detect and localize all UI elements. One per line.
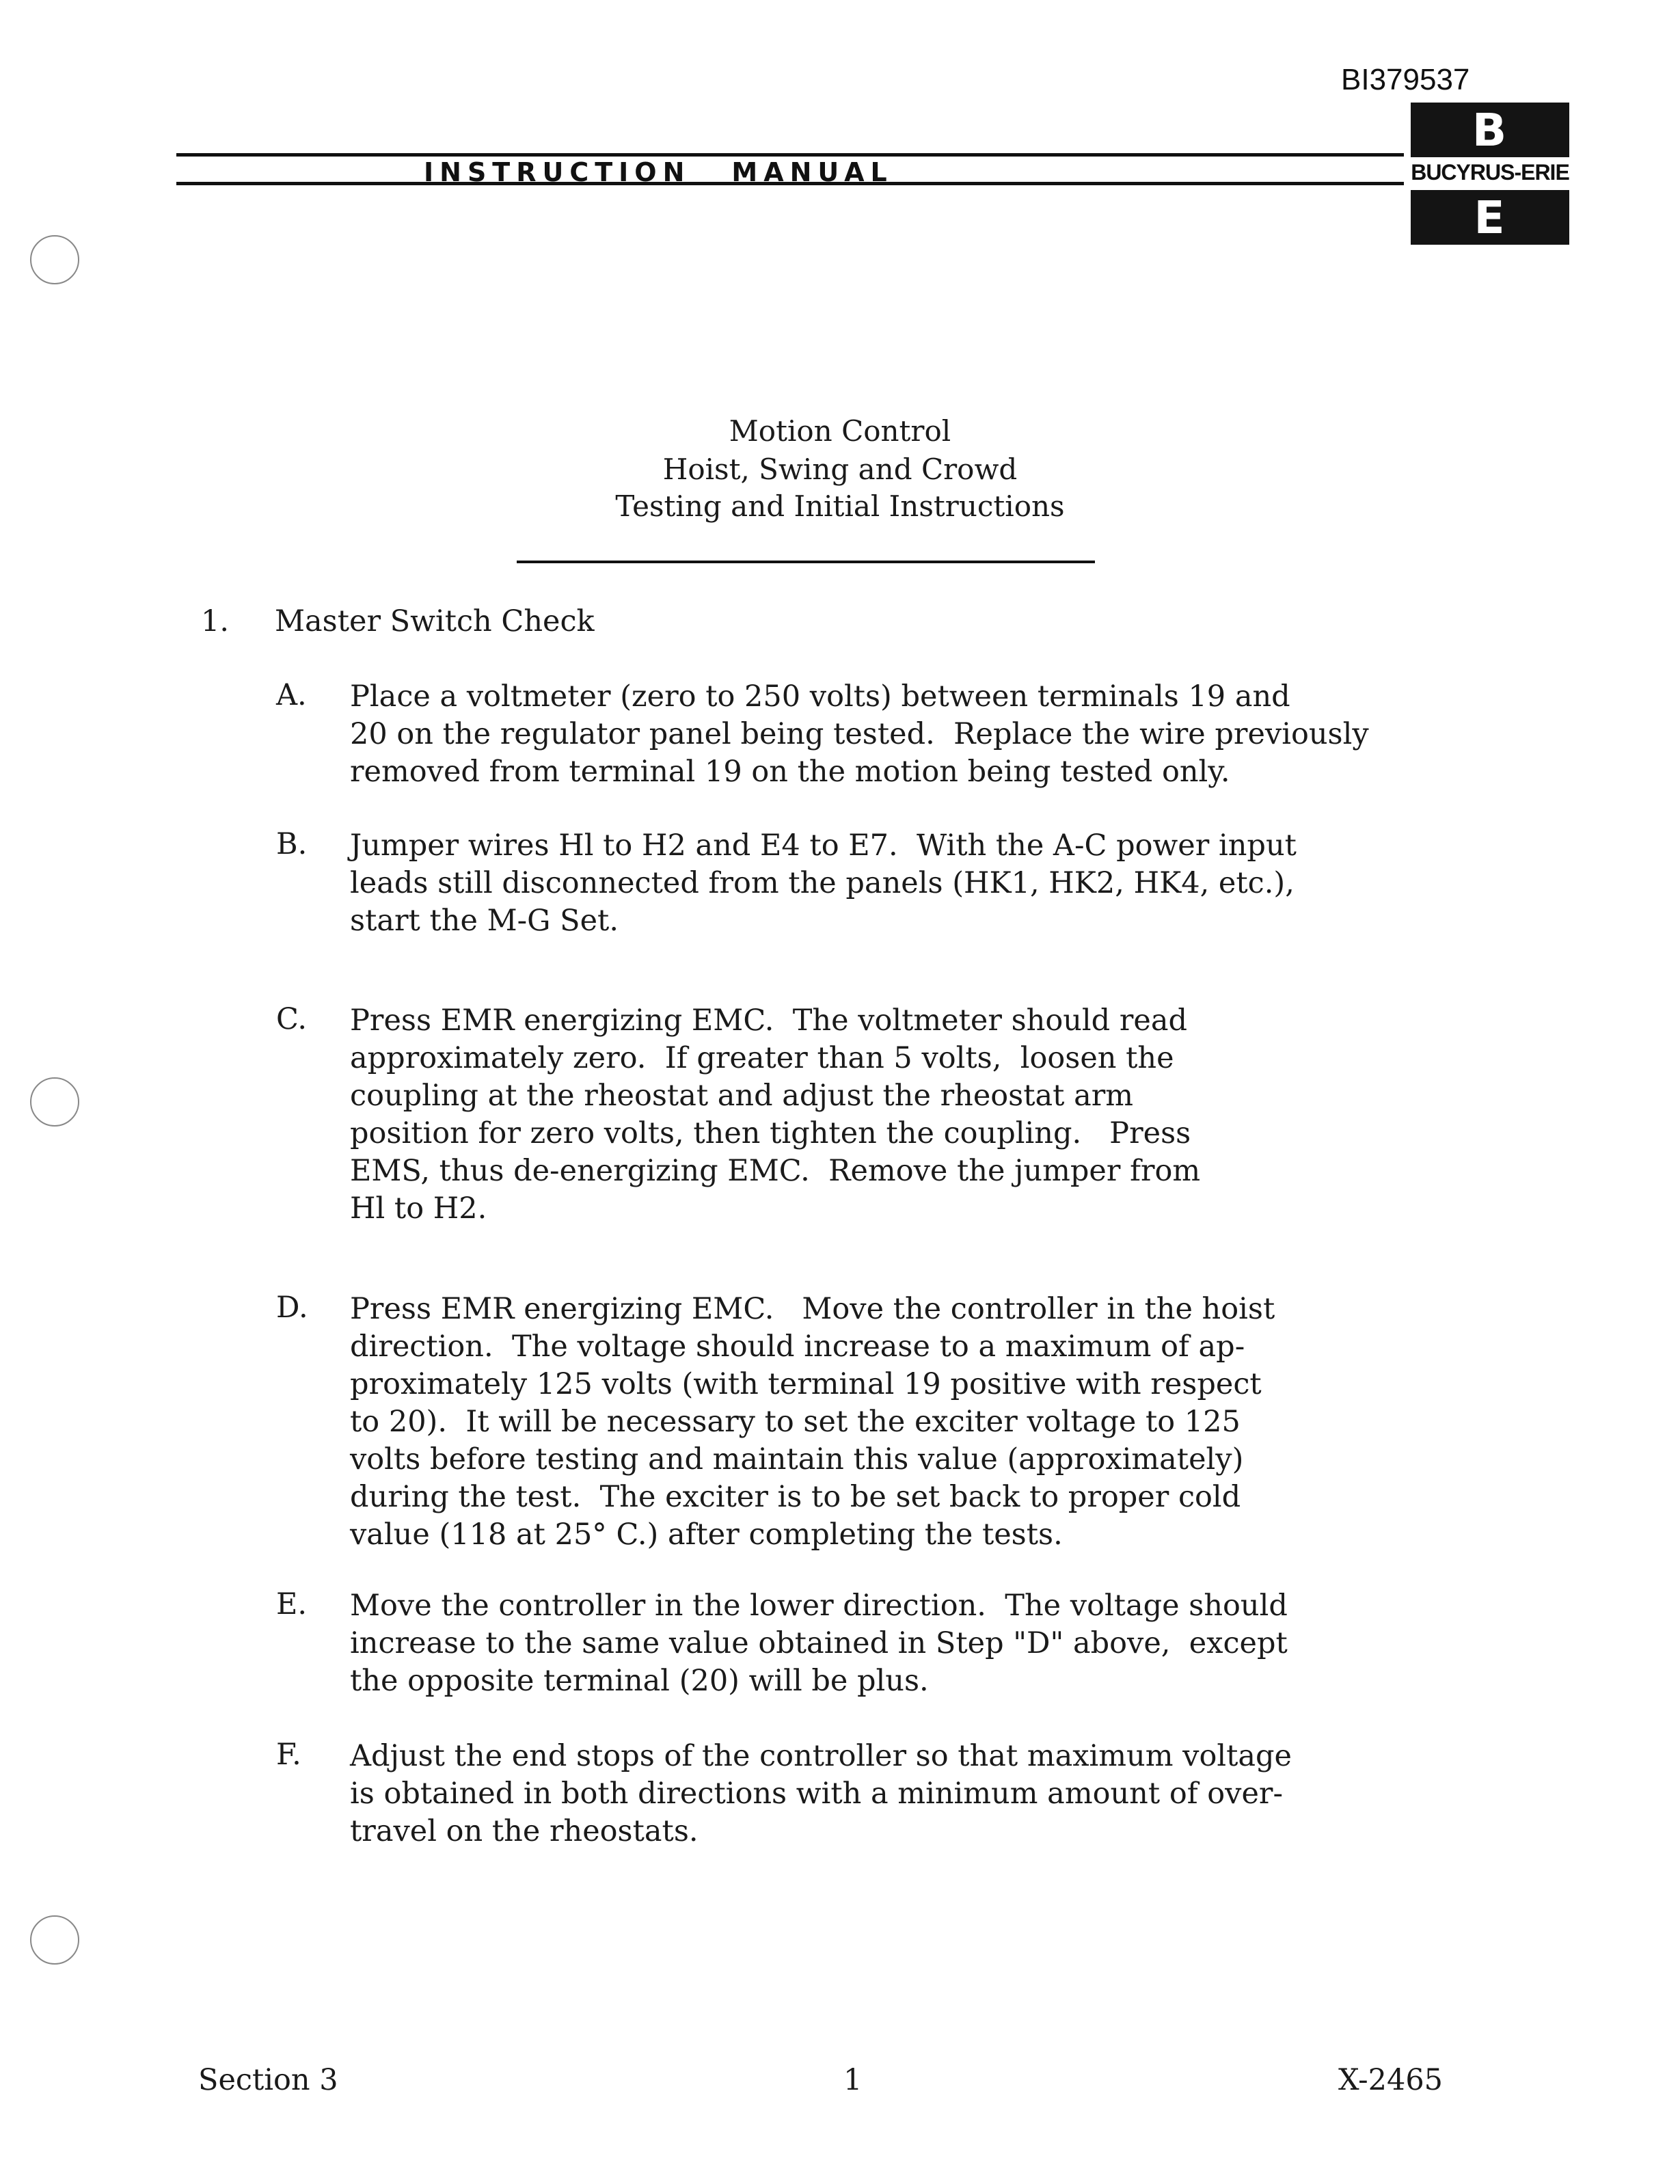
section-title: Master Switch Check <box>275 604 595 638</box>
header-rule-top <box>176 153 1404 157</box>
bucyrus-erie-logo-text: BUCYRUS-ERIE <box>1411 160 1569 185</box>
step-text: Jumper wires Hl to H2 and E4 to E7. With the A-C power input leads still disconnected from the panels (HK1, HK2, HK4, etc.), start the M-G Set. <box>350 828 1297 938</box>
heading-line-3: Testing and Initial Instructions <box>615 489 1065 523</box>
section-number: 1. <box>201 604 230 638</box>
punch-hole-icon <box>30 1077 79 1127</box>
step-text: Press EMR energizing EMC. The voltmeter should read approximately zero. If greater than 5 volts, loosen the coupling at the rheostat and adjust the rheostat arm position for zero volts, then tighten the coupling. Press EMS, thus de-energizing EMC. Remove the jumper from Hl to H2. <box>350 1003 1201 1226</box>
step-letter: D. <box>276 1291 308 1325</box>
bucyrus-erie-logo-e: E <box>1411 190 1569 245</box>
footer-page-number: 1 <box>843 2063 863 2097</box>
heading-line-2: Hoist, Swing and Crowd <box>662 453 1018 486</box>
step-letter: F. <box>276 1738 301 1772</box>
heading-line-1: Motion Control <box>729 414 951 448</box>
manual-title-word-2: MANUAL <box>731 157 893 187</box>
step-text: Move the controller in the lower direction. The voltage should increase to the same value obtained in Step "D" above, except the opposite terminal (20) will be plus. <box>350 1589 1288 1698</box>
step-letter: A. <box>276 678 307 712</box>
step-text: Place a voltmeter (zero to 250 volts) between terminals 19 and 20 on the regulator panel being tested. Replace the wire previously removed from terminal 19 on the motion being tested only. <box>350 679 1369 789</box>
footer-document-code: X-2465 <box>1338 2063 1444 2097</box>
document-id: BI379537 <box>1341 63 1470 96</box>
footer-section: Section 3 <box>198 2063 338 2097</box>
heading-underline <box>517 561 1095 563</box>
bucyrus-erie-logo-b: B <box>1411 103 1569 157</box>
step-letter: C. <box>276 1002 308 1036</box>
punch-hole-icon <box>30 1915 79 1965</box>
punch-hole-icon <box>30 235 79 284</box>
step-letter: B. <box>276 827 308 861</box>
step-text: Press EMR energizing EMC. Move the controller in the hoist direction. The voltage should increase to a maximum of ap- proximately 125 volts (with terminal 19 positive with respect to 20). It will be necessary to set the exciter voltage to 125 volts before testing and maintain this value (approximately) during the test. The exciter is to be set back to proper cold value (118 at 25° C.) after completing the tests. <box>350 1292 1275 1552</box>
manual-title <box>424 157 893 187</box>
step-letter: E. <box>276 1587 308 1621</box>
step-text: Adjust the end stops of the controller so that maximum voltage is obtained in both directions with a minimum amount of over- travel on the rheostats. <box>350 1739 1292 1848</box>
manual-title-word-1: INSTRUCTION <box>424 157 691 187</box>
